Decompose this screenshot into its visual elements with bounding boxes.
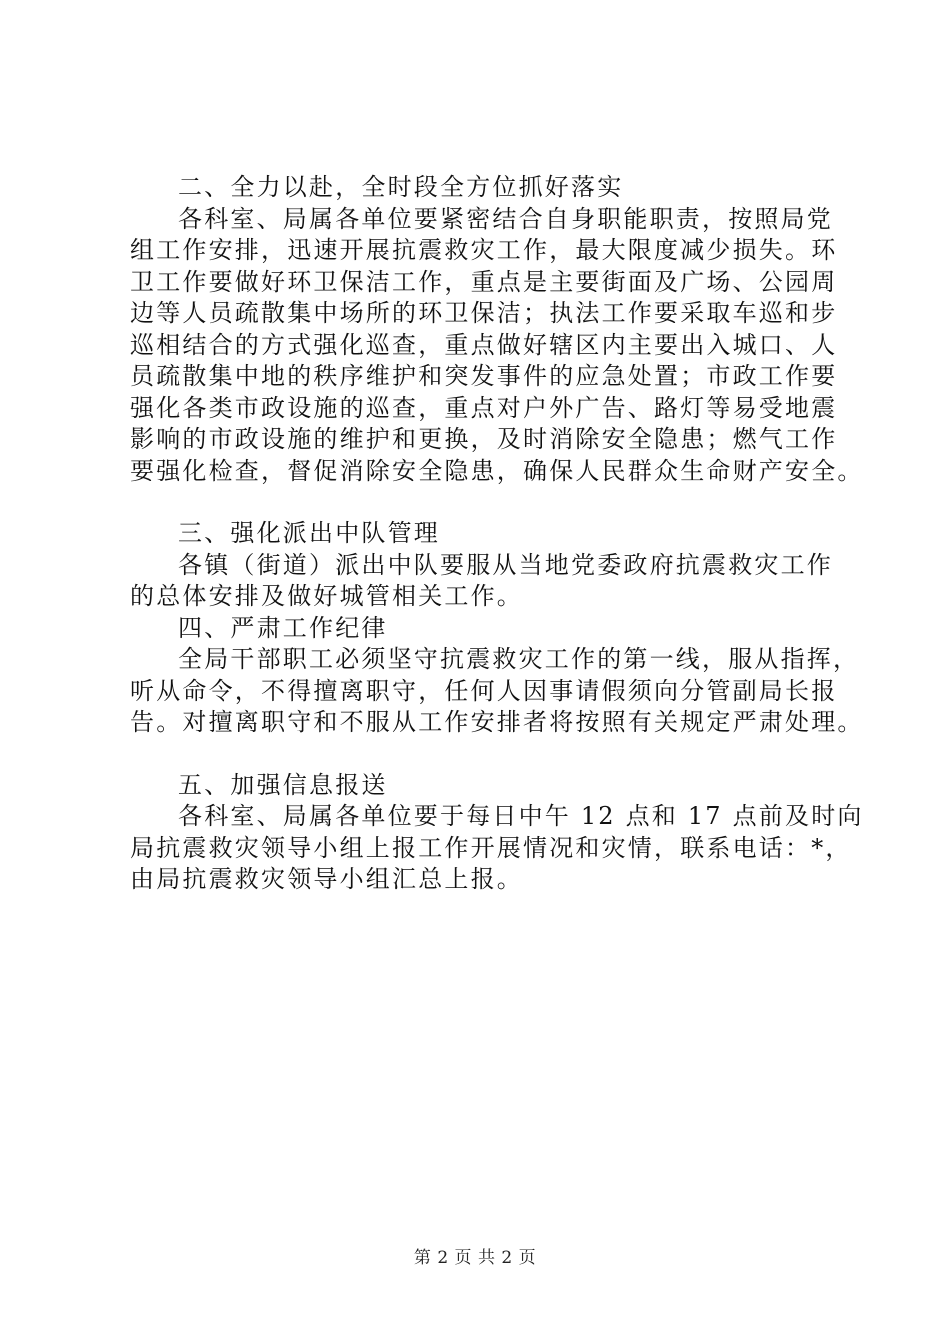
paragraph-line: 影响的市政设施的维护和更换，及时消除安全隐患；燃气工作: [130, 425, 838, 453]
paragraph-line: 全局干部职工必须坚守抗震救灾工作的第一线，服从指挥，: [178, 645, 860, 673]
paragraph-line: 局抗震救灾领导小组上报工作开展情况和灾情，联系电话：*，: [130, 833, 852, 862]
paragraph-line: 强化各类市政设施的巡查，重点对户外广告、路灯等易受地震: [130, 393, 838, 422]
paragraph-line: 巡相结合的方式强化巡查，重点做好辖区内主要出入城口、人: [130, 330, 838, 359]
section-heading-2: 二、全力以赴，全时段全方位抓好落实: [178, 173, 624, 201]
paragraph-line: 员疏散集中地的秩序维护和突发事件的应急处置；市政工作要: [130, 362, 838, 390]
paragraph-line: 各镇（街道）派出中队要服从当地党委政府抗震救灾工作: [178, 550, 833, 579]
document-body: [130, 172, 864, 896]
section-heading-5: 五、加强信息报送: [178, 770, 388, 799]
paragraph-line: 听从命令，不得擅离职守，任何人因事请假须向分管副局长报: [130, 676, 838, 705]
section-heading-4: 四、严肃工作纪律: [178, 613, 388, 642]
section-heading-3: 三、强化派出中队管理: [178, 519, 440, 547]
paragraph-line: 的总体安排及做好城管相关工作。: [130, 582, 523, 610]
paragraph-line: 由局抗震救灾领导小组汇总上报。: [130, 865, 523, 893]
paragraph-gap: [130, 487, 850, 518]
paragraph-line: 边等人员疏散集中场所的环卫保洁；执法工作要采取车巡和步: [130, 299, 838, 327]
paragraph-line: 卫工作要做好环卫保洁工作，重点是主要街面及广场、公园周: [130, 267, 838, 296]
paragraph-gap: [130, 739, 850, 770]
page-number-footer: 第 2 页 共 2 页: [413, 1248, 537, 1268]
paragraph-line: 各科室、局属各单位要于每日中午 12 点和 17 点前及时向: [178, 802, 864, 830]
paragraph-line: 要强化检查，督促消除安全隐患，确保人民群众生命财产安全。: [130, 456, 864, 485]
paragraph-line: 告。对擅离职守和不服从工作安排者将按照有关规定严肃处理。: [130, 708, 864, 736]
paragraph-line: 组工作安排，迅速开展抗震救灾工作，最大限度减少损失。环: [130, 236, 838, 264]
paragraph-line: 各科室、局属各单位要紧密结合自身职能职责，按照局党: [178, 204, 833, 233]
